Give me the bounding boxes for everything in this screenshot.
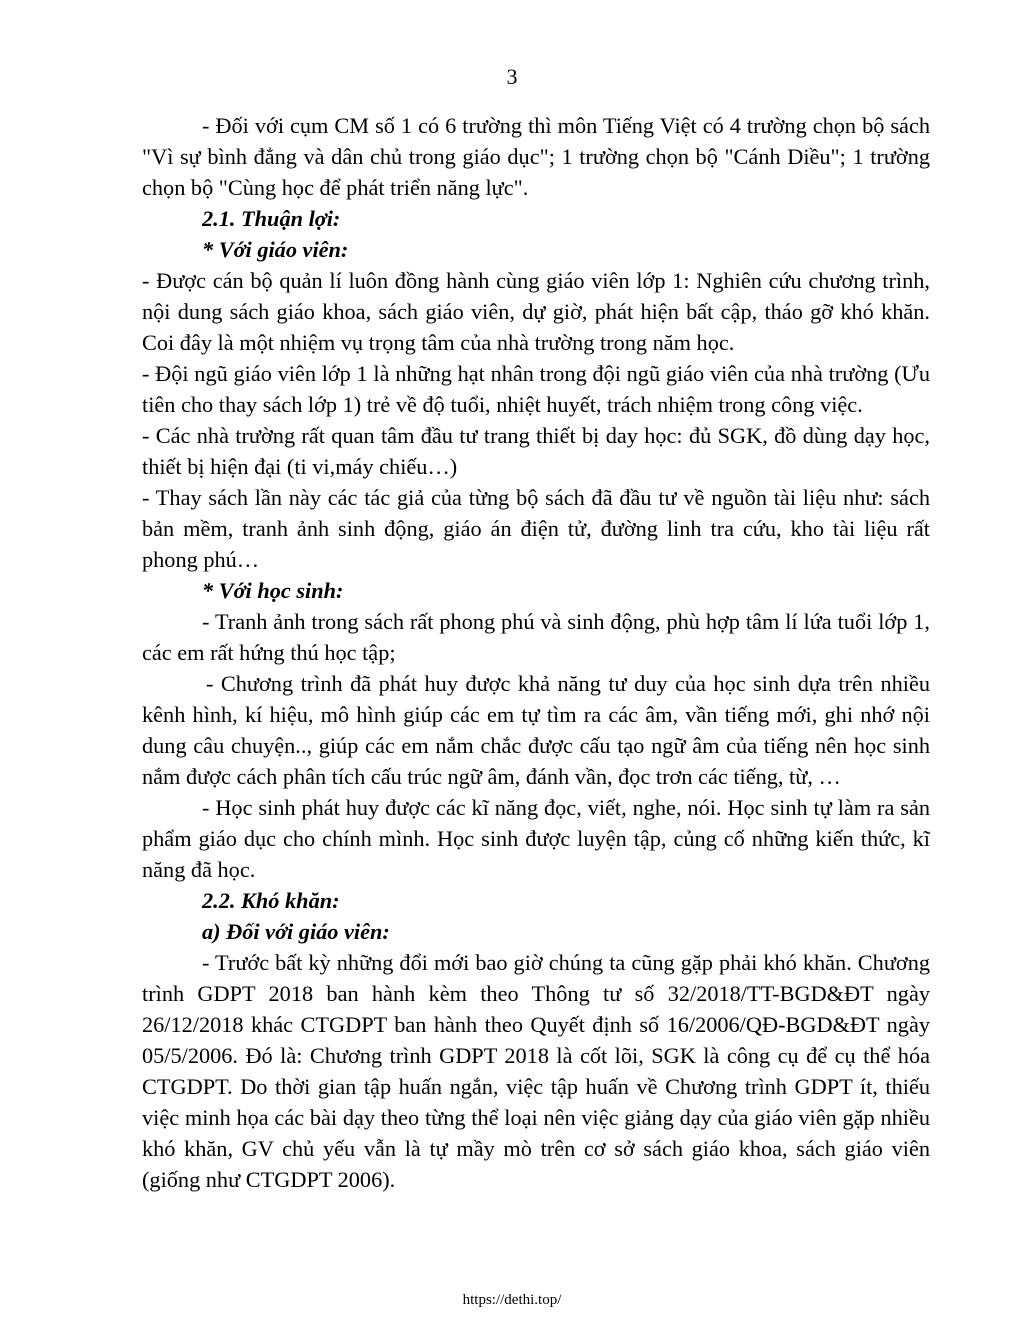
document-body [142, 110, 930, 1195]
page-number: 3 [506, 64, 518, 89]
heading-a-for-teachers: a) Đối với giáo viên: [202, 919, 390, 944]
paragraph-resources: - Thay sách lần này các tác giả của từng bộ sách đã đầu tư về nguồn tài liệu như: sách bản mềm, tranh ảnh sinh động, giáo án điện tử, đường linh tra cứu, kho tài liệu rất phong phú… [142, 485, 930, 572]
paragraph-program-difficulties: - Trước bất kỳ những đổi mới bao giờ chúng ta cũng gặp phải khó khăn. Chương trình GDPT 2018 ban hành kèm theo Thông tư số 32/2018/TT-BGD&ĐT ngày 26/12/2018 khác CTGDPT ban hành theo Quyết định số 16/2006/QĐ-BGD&ĐT ngày 05/5/2006. Đó là: Chương trình GDPT 2018 là cốt lõi, SGK là công cụ để cụ thể hóa CTGDPT. Do thời gian tập huấn ngắn, việc tập huấn về Chương trình GDPT ít, thiếu việc minh họa các bài dạy theo từng thể loại nên việc giảng dạy của giáo viên gặp nhiều khó khăn, GV chủ yếu vẫn là tự mầy mò trên cơ sở sách giáo khoa, sách giáo viên (giống như CTGDPT 2006). [142, 950, 930, 1192]
paragraph-management-support: - Được cán bộ quản lí luôn đồng hành cùng giáo viên lớp 1: Nghiên cứu chương trình, nội dung sách giáo khoa, sách giáo viên, dự giờ, phát hiện bất cập, tháo gỡ khó khăn. Coi đây là một nhiệm vụ trọng tâm của nhà trường trong năm học. [142, 268, 930, 355]
paragraph-teacher-team: - Đội ngũ giáo viên lớp 1 là những hạt nhân trong đội ngũ giáo viên của nhà trường (Ưu tiên cho thay sách lớp 1) trẻ về độ tuổi, nhiệt huyết, trách nhiệm trong công việc. [142, 361, 930, 417]
heading-for-teachers: * Với giáo viên: [202, 237, 349, 262]
paragraph-thinking-skills: - Chương trình đã phát huy được khả năng tư duy của học sinh dựa trên nhiều kênh hình, kí hiệu, mô hình giúp các em tự tìm ra các âm, vần tiếng mới, ghi nhớ nội dung câu chuyện.., giúp các em nắm chắc được cấu tạo ngữ âm của tiếng nên học sinh nắm được cách phân tích cấu trúc ngữ âm, đánh vần, đọc trơn các tiếng, từ, … [142, 671, 930, 789]
paragraph-equipment: - Các nhà trường rất quan tâm đầu tư trang thiết bị day học: đủ SGK, đồ dùng dạy học, thiết bị hiện đại (ti vi,máy chiếu…) [142, 423, 930, 479]
footer-url: https://dethi.top/ [462, 1292, 562, 1308]
paragraph-pictures: - Tranh ảnh trong sách rất phong phú và sinh động, phù hợp tâm lí lứa tuổi lớp 1, các em rất hứng thú học tập; [142, 609, 930, 665]
paragraph-cluster-1: - Đối với cụm CM số 1 có 6 trường thì môn Tiếng Việt có 4 trường chọn bộ sách "Vì sự bình đẳng và dân chủ trong giáo dục"; 1 trường chọn bộ "Cánh Diều"; 1 trường chọn bộ "Cùng học để phát triển năng lực". [142, 113, 930, 200]
heading-difficulties: 2.2. Khó khăn: [202, 888, 340, 913]
heading-for-students: * Với học sinh: [202, 578, 344, 603]
paragraph-student-skills: - Học sinh phát huy được các kĩ năng đọc, viết, nghe, nói. Học sinh tự làm ra sản phẩm giáo dục cho chính mình. Học sinh được luyện tập, củng cố những kiến thức, kĩ năng đã học. [142, 795, 930, 882]
heading-advantages: 2.1. Thuận lợi: [202, 206, 341, 231]
